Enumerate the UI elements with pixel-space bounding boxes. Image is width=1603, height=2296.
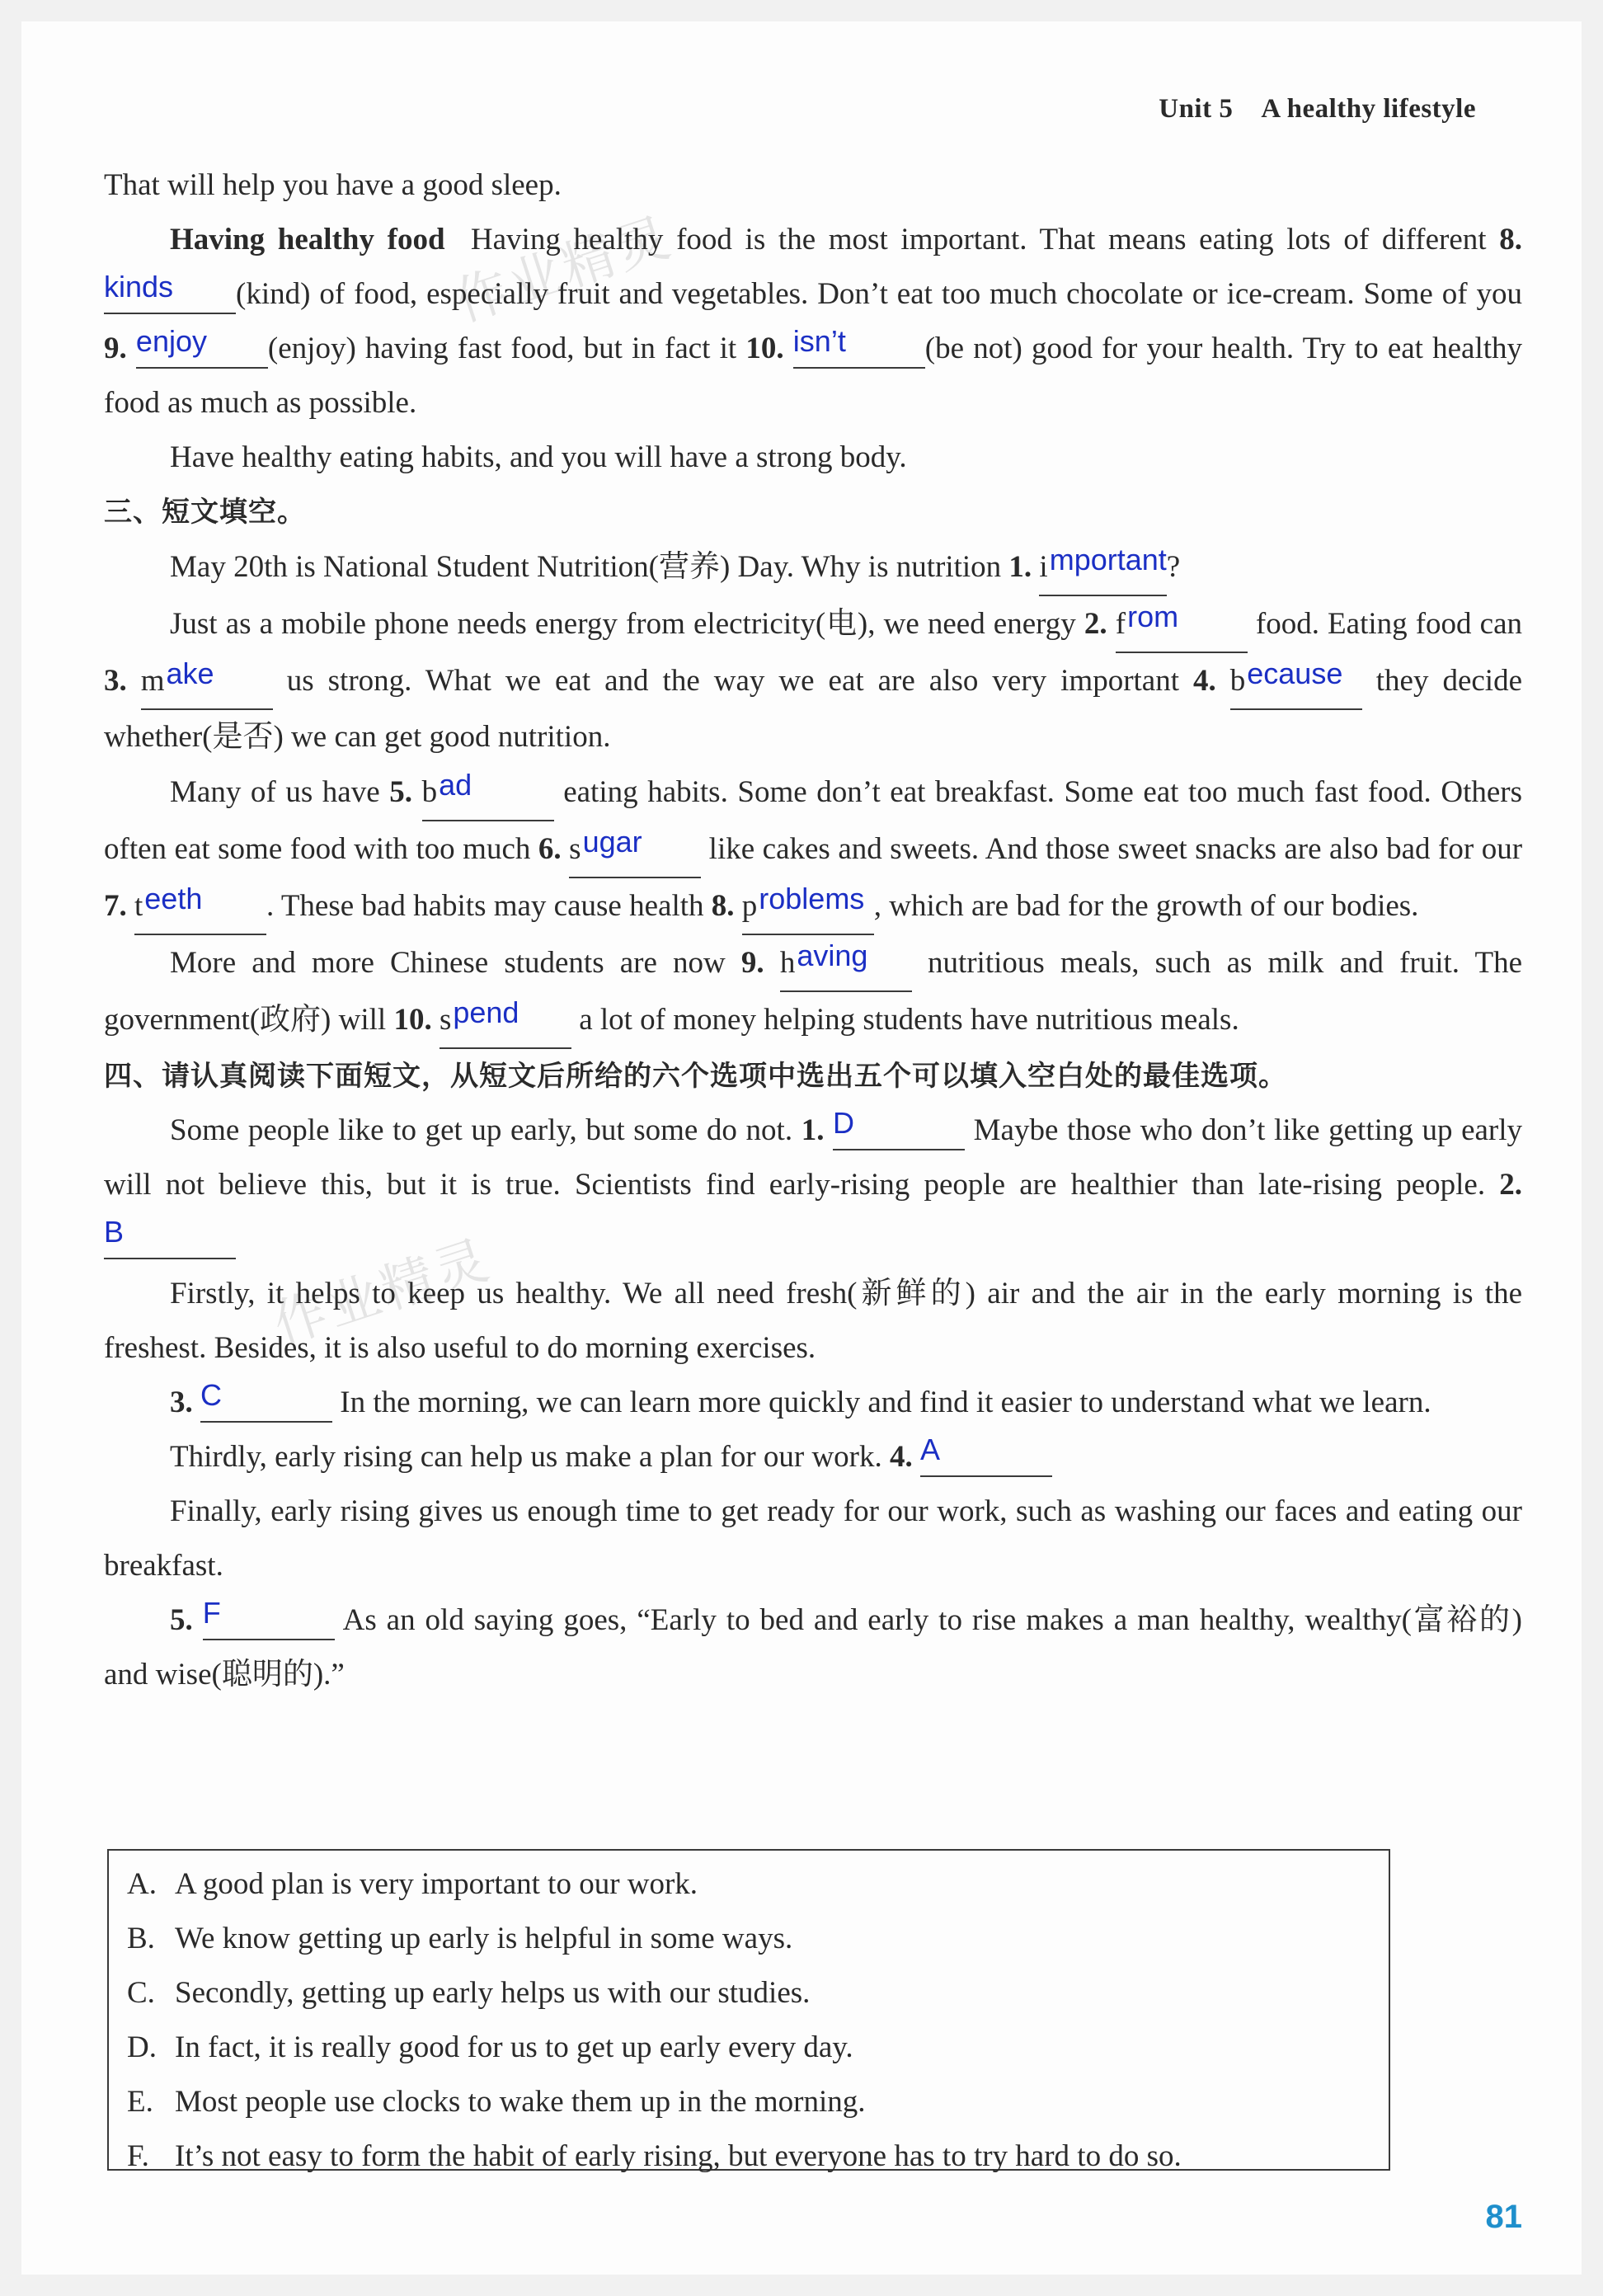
unit-title: A healthy lifestyle [1261,94,1476,124]
answer-blank[interactable]: from [1116,596,1248,653]
answer-blank[interactable]: problems [742,878,874,935]
paragraph: 3. C In the morning, we can learn more quickly and find it easier to understand what we learn. [104,1376,1522,1430]
answer: isn’t [792,324,846,358]
subheading: Having healthy food [170,223,445,256]
answer: rom [1127,600,1179,633]
answer: ad [439,768,472,802]
answer-blank[interactable]: important [1039,539,1166,596]
watermark: 作业精灵 [448,206,680,334]
answer-blank[interactable] [202,1596,335,1640]
answer: aving [797,939,868,972]
option-e: E. Most people use clocks to wake them up in the morning. [127,2085,866,2119]
answer-blank[interactable] [792,324,925,369]
workbook-page [21,21,1582,2275]
answer-blank[interactable]: spend [440,992,571,1049]
answer-blank[interactable] [833,1106,965,1150]
unit-label: Unit 5 [1159,94,1234,124]
answer-blank[interactable] [200,1378,332,1423]
paragraph: Just as a mobile phone needs energy from electricity(电), we need energy 2. from food. Eating food can 3. make us strong. What we eat and the way we eat are also very important 4. because they decide whether(是否) we can get good nutrition. [104,596,1522,765]
option-f: F. It’s not easy to form the habit of early rising, but everyone has to try hard to do so. [127,2139,1182,2173]
paragraph: Thirdly, early rising can help us make a plan for our work. 4. A [104,1430,1522,1484]
answer-blank[interactable] [920,1433,1052,1477]
answer-blank[interactable]: bad [422,765,554,821]
page-number: 81 [1485,2199,1522,2235]
paragraph: May 20th is National Student Nutrition(营养) Day. Why is nutrition 1. important? [104,539,1522,596]
paragraph: Some people like to get up early, but some do not. 1. D Maybe those who don’t like getting up early will not believe this, but it is true. Scientists find early-rising people are healthier than late-rising people. 2. B [104,1103,1522,1267]
section-heading-4: 四、请认真阅读下面短文，从短文后所给的六个选项中选出五个可以填入空白处的最佳选项。 [104,1060,1287,1093]
paragraph: That will help you have a good sleep. [104,168,562,202]
option-c: C. Secondly, getting up early helps us with our studies. [127,1976,811,2010]
main-content [104,158,1522,1702]
watermark: 作业精灵 [266,1229,499,1357]
answer: B [104,1215,125,1249]
answer: roblems [759,882,865,915]
answer-blank[interactable] [104,1215,236,1259]
option-d: D. In fact, it is really good for us to get up early every day. [127,2030,853,2064]
answer: ecause [1247,656,1343,690]
option-a: A. A good plan is very important to our work. [127,1867,698,1901]
answer: kinds [104,270,174,303]
answer: D [833,1106,855,1140]
options-box [107,1849,1390,2171]
answer: enjoy [135,324,207,358]
answer: mportant [1049,543,1167,576]
paragraph: More and more Chinese students are now 9. having nutritious meals, such as milk and fruit. The government(政府) will 10. spend a lot of money helping students have nutritious meals. [104,935,1522,1049]
paragraph: Have healthy eating habits, and you will have a strong body. [170,440,907,474]
answer: C [200,1378,222,1412]
answer: ake [166,656,214,690]
answer-blank[interactable] [135,324,268,369]
answer: ugar [582,825,642,859]
answer-blank[interactable]: sugar [569,821,701,878]
paragraph: 5. F As an old saying goes, “Early to bed and early to rise makes a man healthy, wealthy(富裕的) and wise(聪明的).” [104,1596,1522,1691]
running-head [1159,94,1476,125]
answer-blank[interactable]: because [1230,653,1362,710]
paragraph: Finally, early rising gives us enough time to get ready for our work, such as washing our faces and eating our breakfast. [104,1494,1522,1583]
option-b: B. We know getting up early is helpful in some ways. [127,1922,793,1955]
answer-blank[interactable]: make [141,653,273,710]
answer-blank[interactable] [104,270,236,314]
answer: F [202,1596,221,1630]
paragraph: Many of us have 5. bad eating habits. Some don’t eat breakfast. Some eat too much fast food. Others often eat some food with too much 6. sugar like cakes and sweets. And those sweet snacks are also bad for our 7. teeth . These bad habits may cause health 8. problems , which are bad for the growth of our bodies. [104,765,1522,935]
paragraph: Firstly, it helps to keep us healthy. We all need fresh(新鲜的) air and the air in the early morning is the freshest. Besides, it is also useful to do morning exercises. [104,1277,1522,1365]
answer: A [920,1433,941,1466]
answer-blank[interactable]: teeth [134,878,266,935]
answer: pend [453,995,519,1029]
answer: eeth [144,882,203,915]
paragraph-healthy-food: Having healthy food Having healthy food is the most important. That means eating lots of different 8. kinds (kind) of food, especially fruit and vegetables. Don’t eat too much chocolate or ice-cream. Some of you 9. enjoy (enjoy) having fast food, but in fact it 10. isn’t (be not) good for your health. Try to eat healthy food as much as possible. [104,223,1523,420]
answer-blank[interactable]: having [780,935,912,992]
section-heading-3: 三、短文填空。 [104,496,306,529]
